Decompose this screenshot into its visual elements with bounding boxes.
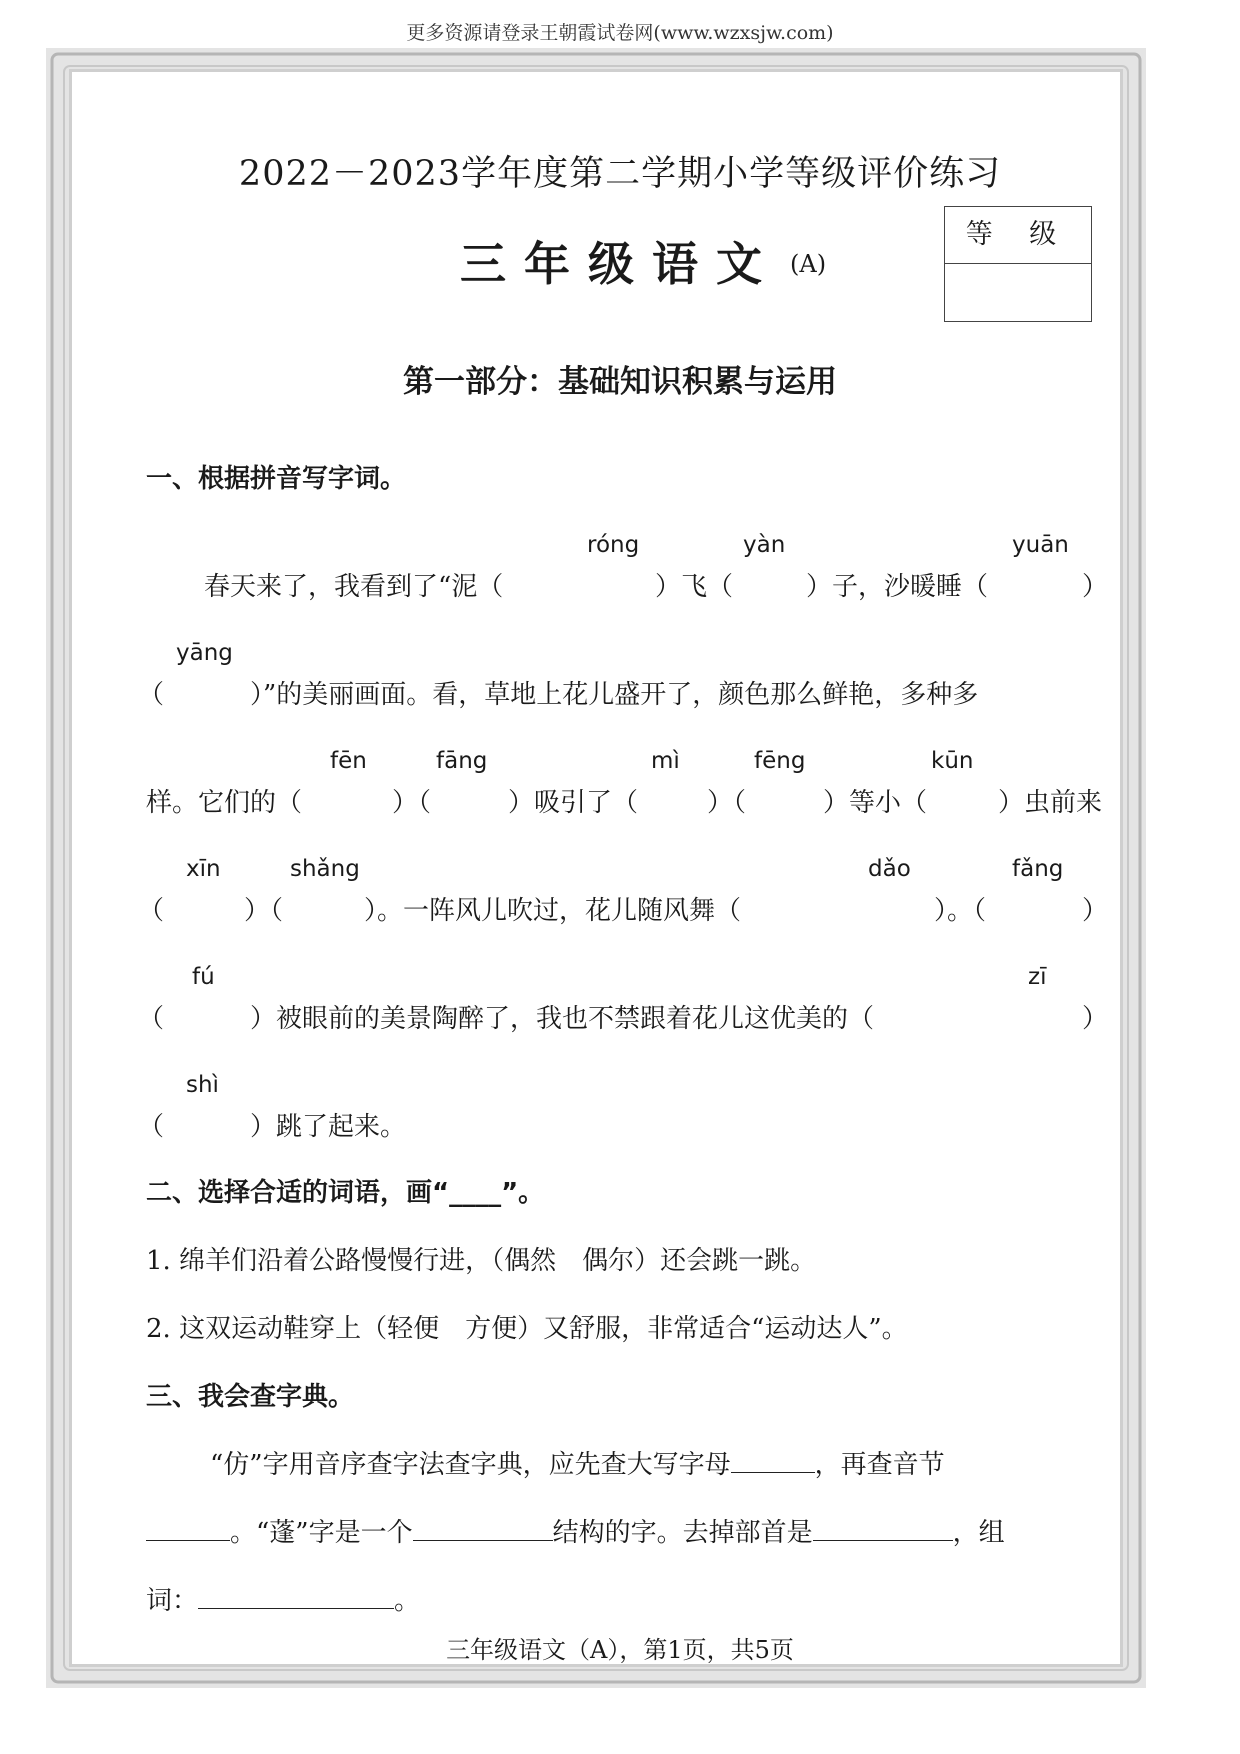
pinyin: yāng bbox=[176, 640, 233, 666]
variant-label: (A) bbox=[790, 250, 827, 278]
q2-item: 2. 这双运动鞋穿上（轻便 方便）又舒服，非常适合“运动达人”。 bbox=[146, 1314, 908, 1344]
text-segment: （ bbox=[138, 680, 165, 710]
answer-blank[interactable] bbox=[731, 1450, 815, 1473]
q3-heading: 三、我会查字典。 bbox=[146, 1382, 355, 1412]
text-segment: （ bbox=[138, 1112, 165, 1142]
part-title: 第一部分：基础知识积累与运用 bbox=[403, 364, 837, 400]
answer-blank[interactable] bbox=[198, 1586, 394, 1609]
answer-blank[interactable] bbox=[413, 1518, 553, 1541]
text-segment: ）子，沙暖睡（ bbox=[806, 572, 989, 602]
pinyin: fǎng bbox=[1012, 856, 1064, 882]
text-segment: ）虫前来 bbox=[998, 788, 1103, 818]
text-segment: ）（ bbox=[707, 788, 747, 818]
pinyin: xīn bbox=[186, 856, 221, 882]
pinyin: mì bbox=[651, 748, 680, 774]
pinyin: shì bbox=[186, 1072, 219, 1098]
page-footer: 三年级语文（A），第1页，共5页 bbox=[446, 1636, 794, 1664]
text-segment: ）（ bbox=[244, 896, 284, 926]
text-segment: ，再查音节 bbox=[814, 1450, 945, 1480]
text-segment: ）。（ bbox=[934, 896, 987, 926]
text-segment: ） bbox=[1082, 896, 1109, 926]
text-segment: ）跳了起来。 bbox=[250, 1112, 407, 1142]
q3-line bbox=[210, 1444, 945, 1481]
pinyin: fēng bbox=[754, 748, 806, 774]
text-segment: 结构的字。去掉部首是 bbox=[552, 1518, 813, 1548]
text-segment: ）。一阵风儿吹过，花儿随风舞（ bbox=[364, 896, 742, 926]
subject-title: 三年级语文 bbox=[460, 237, 780, 291]
text-segment: ，组 bbox=[952, 1518, 1005, 1548]
text-segment: （ bbox=[138, 896, 165, 926]
pinyin: yàn bbox=[743, 532, 786, 558]
q3-line bbox=[146, 1512, 1005, 1549]
text-segment: ）飞（ bbox=[655, 572, 734, 602]
pinyin: fāng bbox=[436, 748, 488, 774]
text-segment: 春天来了，我看到了“泥（ bbox=[204, 572, 504, 602]
text-segment: 。 bbox=[394, 1586, 421, 1616]
text-segment: ）等小（ bbox=[823, 788, 928, 818]
q3-line bbox=[146, 1580, 420, 1617]
pinyin: fēn bbox=[330, 748, 367, 774]
exam-title: 2022－2023学年度第二学期小学等级评价练习 bbox=[238, 154, 1002, 194]
pinyin: dǎo bbox=[868, 856, 911, 882]
text-segment: 样。它们的（ bbox=[146, 788, 303, 818]
q2-item: 1. 绵羊们沿着公路慢慢行进，（偶然 偶尔）还会跳一跳。 bbox=[146, 1246, 817, 1276]
pinyin: fú bbox=[192, 964, 215, 990]
pinyin: shǎng bbox=[290, 856, 360, 882]
pinyin: yuān bbox=[1012, 532, 1069, 558]
q2-heading: 二、选择合适的词语，画“____”。 bbox=[146, 1178, 545, 1208]
grade-label: 等 级 bbox=[945, 207, 1091, 264]
answer-blank[interactable] bbox=[146, 1518, 230, 1541]
text-segment: ） bbox=[1082, 1004, 1109, 1034]
text-segment: ）（ bbox=[392, 788, 432, 818]
text-segment: ） bbox=[1082, 572, 1109, 602]
pinyin: róng bbox=[587, 532, 640, 558]
text-segment: “仿”字用音序查字法查字典，应先查大写字母 bbox=[210, 1450, 731, 1480]
pinyin: zī bbox=[1028, 964, 1047, 990]
text-segment: 词： bbox=[146, 1586, 199, 1616]
text-segment: ）被眼前的美景陶醉了，我也不禁跟着花儿这优美的（ bbox=[250, 1004, 875, 1034]
answer-blank[interactable] bbox=[813, 1518, 953, 1541]
text-segment: 。“蓬”字是一个 bbox=[230, 1518, 413, 1548]
text-segment: ）”的美丽画面。看，草地上花儿盛开了，颜色那么鲜艳，多种多 bbox=[250, 680, 979, 710]
text-segment: （ bbox=[138, 1004, 165, 1034]
q1-heading: 一、根据拼音写字词。 bbox=[146, 464, 407, 494]
grade-box bbox=[944, 206, 1092, 322]
watermark: 更多资源请登录王朝霞试卷网(www.wzxsjw.com) bbox=[406, 22, 834, 44]
text-segment: ）吸引了（ bbox=[508, 788, 639, 818]
pinyin: kūn bbox=[931, 748, 974, 774]
